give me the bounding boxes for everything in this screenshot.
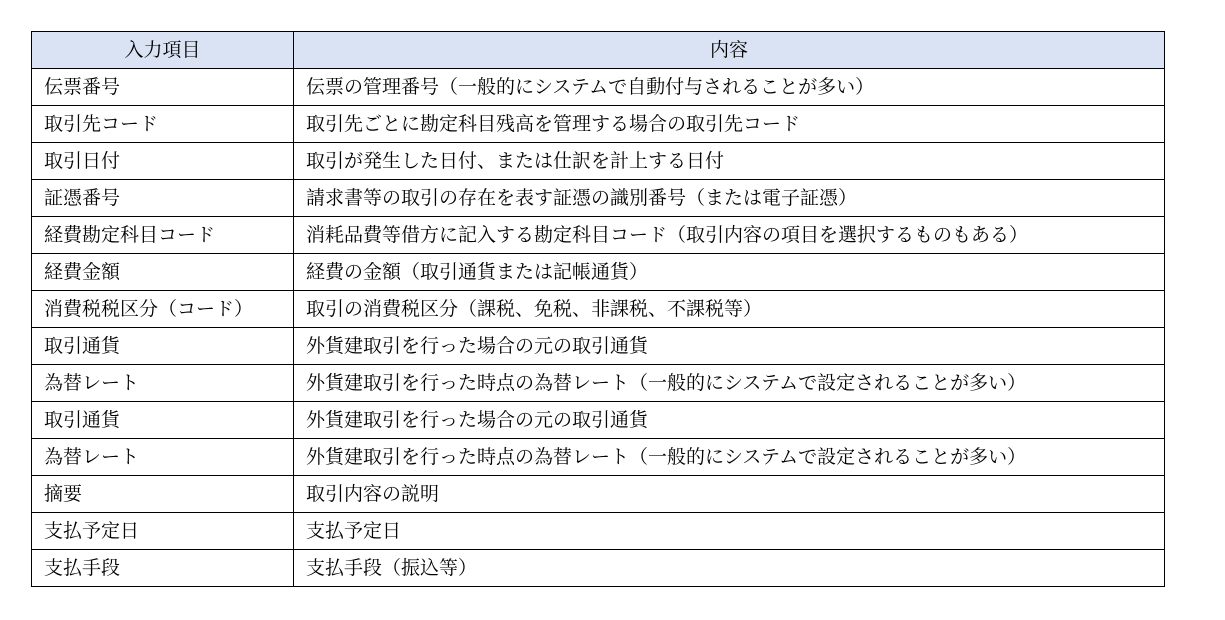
header-content: 内容 [294, 32, 1165, 69]
item-cell: 支払予定日 [32, 513, 294, 550]
desc-cell: 消耗品費等借方に記入する勘定科目コード（取引内容の項目を選択するものもある） [294, 217, 1165, 254]
table-row [32, 402, 1165, 439]
desc-cell: 支払手段（振込等） [294, 550, 1165, 587]
header-input-item: 入力項目 [32, 32, 294, 69]
desc-cell: 取引先ごとに勘定科目残高を管理する場合の取引先コード [294, 106, 1165, 143]
input-items-table [31, 31, 1165, 587]
table-row [32, 365, 1165, 402]
table-row [32, 217, 1165, 254]
desc-cell: 取引の消費税区分（課税、免税、非課税、不課税等） [294, 291, 1165, 328]
desc-cell: 外貨建取引を行った時点の為替レート（一般的にシステムで設定されることが多い） [294, 439, 1165, 476]
item-cell: 伝票番号 [32, 69, 294, 106]
table-row [32, 291, 1165, 328]
desc-cell: 外貨建取引を行った場合の元の取引通貨 [294, 328, 1165, 365]
item-cell: 取引通貨 [32, 328, 294, 365]
table-row [32, 143, 1165, 180]
item-cell: 為替レート [32, 365, 294, 402]
table-row [32, 550, 1165, 587]
table-row [32, 439, 1165, 476]
table-row [32, 328, 1165, 365]
item-cell: 取引先コード [32, 106, 294, 143]
table-row [32, 254, 1165, 291]
desc-cell: 外貨建取引を行った場合の元の取引通貨 [294, 402, 1165, 439]
desc-cell: 請求書等の取引の存在を表す証憑の識別番号（または電子証憑） [294, 180, 1165, 217]
item-cell: 取引通貨 [32, 402, 294, 439]
table-header-row [32, 32, 1165, 69]
item-cell: 為替レート [32, 439, 294, 476]
desc-cell: 取引内容の説明 [294, 476, 1165, 513]
item-cell: 経費金額 [32, 254, 294, 291]
table-row [32, 180, 1165, 217]
item-cell: 摘要 [32, 476, 294, 513]
item-cell: 取引日付 [32, 143, 294, 180]
desc-cell: 取引が発生した日付、または仕訳を計上する日付 [294, 143, 1165, 180]
desc-cell: 支払予定日 [294, 513, 1165, 550]
desc-cell: 外貨建取引を行った時点の為替レート（一般的にシステムで設定されることが多い） [294, 365, 1165, 402]
desc-cell: 経費の金額（取引通貨または記帳通貨） [294, 254, 1165, 291]
item-cell: 証憑番号 [32, 180, 294, 217]
table-row [32, 513, 1165, 550]
table-row [32, 69, 1165, 106]
desc-cell: 伝票の管理番号（一般的にシステムで自動付与されることが多い） [294, 69, 1165, 106]
item-cell: 消費税税区分（コード） [32, 291, 294, 328]
item-cell: 支払手段 [32, 550, 294, 587]
table-row [32, 476, 1165, 513]
table-row [32, 106, 1165, 143]
item-cell: 経費勘定科目コード [32, 217, 294, 254]
